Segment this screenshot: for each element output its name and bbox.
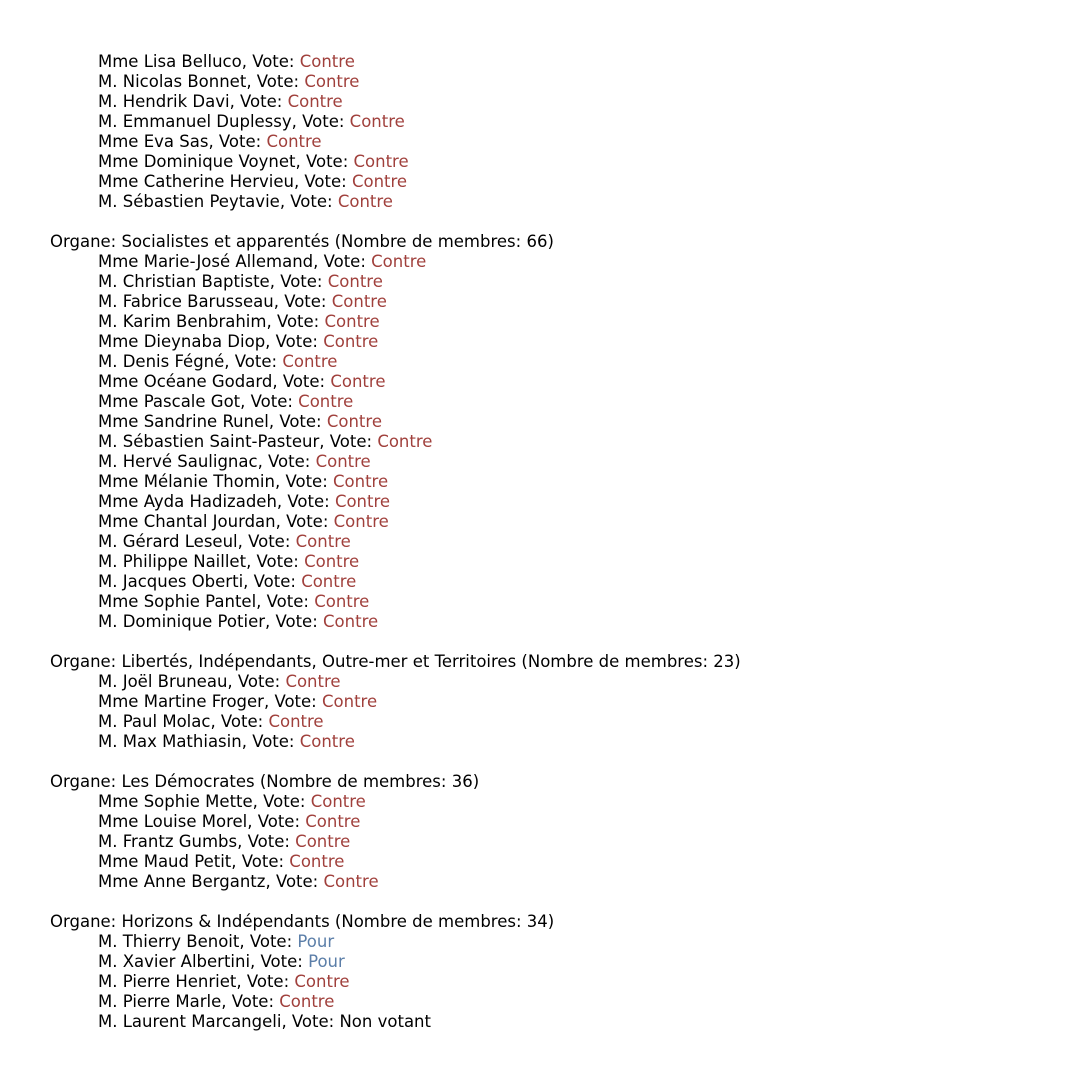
member-row: [50, 152, 1060, 172]
vote-value: Contre: [377, 432, 433, 451]
members-prefix: (Nombre de membres:: [329, 232, 527, 251]
vote-value: Contre: [304, 72, 360, 91]
member-name: M. Laurent Marcangeli: [98, 1012, 282, 1031]
member-name: M. Frantz Gumbs: [98, 832, 238, 851]
organe-prefix: Organe:: [50, 912, 122, 931]
member-row: [50, 52, 1060, 72]
member-row: [50, 612, 1060, 632]
member-row: [50, 992, 1060, 1012]
member-row: [50, 812, 1060, 832]
vote-label: , Vote:: [275, 512, 334, 531]
vote-value: Contre: [298, 392, 354, 411]
member-row: [50, 172, 1060, 192]
members-suffix: ): [547, 232, 554, 251]
vote-value: Contre: [295, 532, 351, 551]
member-name: M. Dominique Potier: [98, 612, 265, 631]
organe-header: [50, 232, 1060, 252]
member-name: M. Fabrice Barusseau: [98, 292, 274, 311]
group-spacer: [50, 892, 1060, 912]
member-count: 23: [713, 652, 735, 671]
member-name: M. Thierry Benoit: [98, 932, 240, 951]
member-name: M. Pierre Henriet: [98, 972, 237, 991]
member-row: [50, 672, 1060, 692]
member-row: [50, 252, 1060, 272]
vote-value: Contre: [282, 352, 338, 371]
member-row: [50, 432, 1060, 452]
vote-label: , Vote:: [221, 992, 280, 1011]
vote-label: , Vote:: [224, 352, 283, 371]
vote-label: , Vote:: [239, 932, 298, 951]
vote-label: , Vote:: [266, 312, 325, 331]
member-row: [50, 72, 1060, 92]
organe-name: Horizons & Indépendants: [121, 912, 330, 931]
member-name: M. Nicolas Bonnet: [98, 72, 247, 91]
organe-prefix: Organe:: [50, 772, 122, 791]
vote-label: , Vote:: [256, 592, 315, 611]
member-row: [50, 292, 1060, 312]
vote-value: Contre: [337, 192, 393, 211]
member-name: Mme Lisa Belluco: [98, 52, 242, 71]
member-name: Mme Pascale Got: [98, 392, 241, 411]
member-name: M. Hendrik Davi: [98, 92, 230, 111]
organe-name: Les Démocrates: [121, 772, 255, 791]
members-prefix: (Nombre de membres:: [329, 912, 527, 931]
vote-value: Contre: [323, 872, 379, 891]
member-row: [50, 972, 1060, 992]
member-name: Mme Sophie Pantel: [98, 592, 257, 611]
vote-label: , Vote:: [263, 692, 322, 711]
vote-label: , Vote:: [269, 272, 328, 291]
member-row: [50, 412, 1060, 432]
member-name: Mme Ayda Hadizadeh: [98, 492, 277, 511]
group-spacer: [50, 212, 1060, 232]
vote-label: , Vote:: [241, 52, 300, 71]
member-row: [50, 352, 1060, 372]
vote-document: [50, 52, 1060, 1032]
vote-label: , Vote:: [295, 152, 354, 171]
vote-label: , Vote:: [313, 252, 372, 271]
vote-value: Contre: [333, 472, 389, 491]
organe-name: Socialistes et apparentés: [121, 232, 330, 251]
member-row: [50, 1012, 1060, 1032]
group-spacer: [50, 752, 1060, 772]
vote-label: , Vote:: [210, 712, 269, 731]
vote-value: Contre: [315, 452, 371, 471]
organe-group: [50, 772, 1060, 892]
member-name: M. Emmanuel Duplessy: [98, 112, 292, 131]
organe-prefix: Organe:: [50, 232, 122, 251]
vote-value: Contre: [305, 812, 361, 831]
vote-label: , Vote:: [241, 732, 300, 751]
member-row: [50, 512, 1060, 532]
vote-label: , Vote:: [279, 192, 338, 211]
members-suffix: ): [472, 772, 480, 791]
vote-label: , Vote:: [240, 392, 299, 411]
member-row: [50, 872, 1060, 892]
vote-value: Contre: [333, 512, 389, 531]
group-spacer: [50, 632, 1060, 652]
vote-label: , Vote:: [293, 172, 352, 191]
member-row: [50, 192, 1060, 212]
vote-label: , Vote:: [257, 452, 316, 471]
organe-prefix: Organe:: [50, 652, 122, 671]
member-name: Mme Sophie Mette: [98, 792, 253, 811]
member-row: [50, 572, 1060, 592]
member-name: M. Sébastien Peytavie: [98, 192, 280, 211]
organe-header: [50, 912, 1060, 932]
member-name: Mme Martine Froger: [98, 692, 264, 711]
member-name: M. Jacques Oberti: [98, 572, 244, 591]
vote-value: Contre: [310, 792, 366, 811]
member-count: 36: [451, 772, 473, 791]
vote-value: Contre: [330, 372, 386, 391]
member-row: [50, 332, 1060, 352]
member-name: M. Gérard Leseul: [98, 532, 238, 551]
member-name: M. Paul Molac: [98, 712, 211, 731]
members-prefix: (Nombre de membres:: [516, 652, 714, 671]
vote-value: Contre: [295, 832, 351, 851]
vote-value: Contre: [268, 712, 324, 731]
vote-value: Contre: [324, 312, 380, 331]
member-row: [50, 472, 1060, 492]
member-row: [50, 592, 1060, 612]
vote-label: , Vote:: [237, 532, 296, 551]
member-row: [50, 312, 1060, 332]
vote-value: Contre: [326, 412, 382, 431]
member-count: 66: [526, 232, 548, 251]
member-count: 34: [526, 912, 548, 931]
vote-label: , Vote:: [247, 812, 306, 831]
organe-header: [50, 652, 1060, 672]
member-name: Mme Anne Bergantz: [98, 872, 266, 891]
vote-value: Contre: [314, 592, 370, 611]
vote-value: Contre: [351, 172, 408, 191]
member-name: Mme Dominique Voynet: [98, 152, 296, 171]
vote-value: Contre: [299, 732, 355, 751]
organe-name: Libertés, Indépendants, Outre-mer et Territoires: [121, 652, 517, 671]
member-name: Mme Catherine Hervieu: [98, 172, 294, 191]
member-row: [50, 492, 1060, 512]
vote-label: , Vote:: [281, 1012, 340, 1031]
vote-value: Contre: [371, 252, 427, 271]
vote-label: , Vote:: [276, 492, 335, 511]
vote-value: Contre: [299, 52, 355, 71]
vote-label: , Vote:: [265, 332, 324, 351]
vote-value: Contre: [304, 552, 360, 571]
members-suffix: ): [734, 652, 741, 671]
member-name: Mme Maud Petit: [98, 852, 232, 871]
member-row: [50, 452, 1060, 472]
vote-value: Non votant: [339, 1012, 431, 1031]
member-name: M. Joël Bruneau: [98, 672, 228, 691]
member-row: [50, 792, 1060, 812]
vote-value: Contre: [301, 572, 357, 591]
vote-label: , Vote:: [237, 832, 296, 851]
vote-label: , Vote:: [246, 552, 305, 571]
member-name: Mme Eva Sas: [98, 132, 209, 151]
member-name: Mme Océane Godard: [98, 372, 273, 391]
member-row: [50, 132, 1060, 152]
vote-label: , Vote:: [265, 612, 324, 631]
vote-value: Contre: [294, 972, 350, 991]
vote-value: Contre: [323, 332, 379, 351]
vote-label: , Vote:: [243, 572, 302, 591]
vote-value: Pour: [297, 932, 335, 951]
vote-label: , Vote:: [265, 872, 324, 891]
vote-label: , Vote:: [274, 472, 334, 491]
member-name: M. Max Mathiasin: [98, 732, 242, 751]
member-name: M. Pierre Marle: [98, 992, 222, 1011]
vote-value: Contre: [331, 292, 387, 311]
member-name: M. Philippe Naillet: [98, 552, 247, 571]
member-name: Mme Mélanie Thomin: [98, 472, 275, 491]
organe-group: [50, 232, 1060, 632]
vote-value: Contre: [285, 672, 341, 691]
vote-value: Contre: [323, 612, 379, 631]
member-row: [50, 112, 1060, 132]
organe-group: [50, 52, 1060, 212]
member-row: [50, 732, 1060, 752]
vote-value: Contre: [279, 992, 335, 1011]
vote-label: , Vote:: [273, 292, 332, 311]
vote-value: Contre: [353, 152, 409, 171]
member-row: [50, 692, 1060, 712]
member-name: Mme Dieynaba Diop: [98, 332, 266, 351]
member-name: M. Christian Baptiste: [98, 272, 270, 291]
vote-label: , Vote:: [319, 432, 378, 451]
vote-value: Contre: [289, 852, 345, 871]
vote-label: , Vote:: [227, 672, 286, 691]
member-row: [50, 852, 1060, 872]
organe-group: [50, 652, 1060, 752]
member-row: [50, 952, 1060, 972]
members-prefix: (Nombre de membres:: [254, 772, 452, 791]
member-row: [50, 832, 1060, 852]
member-name: M. Karim Benbrahim: [98, 312, 267, 331]
member-name: Mme Sandrine Runel: [98, 412, 269, 431]
member-name: M. Xavier Albertini: [98, 952, 251, 971]
member-row: [50, 392, 1060, 412]
vote-value: Contre: [322, 692, 378, 711]
member-name: M. Denis Fégné: [98, 352, 225, 371]
vote-value: Contre: [349, 112, 405, 131]
vote-label: , Vote:: [231, 852, 290, 871]
vote-label: , Vote:: [246, 72, 305, 91]
member-row: [50, 712, 1060, 732]
member-row: [50, 532, 1060, 552]
member-name: Mme Chantal Jourdan: [98, 512, 276, 531]
vote-label: , Vote:: [272, 372, 331, 391]
organe-group: [50, 912, 1060, 1032]
vote-value: Contre: [287, 92, 343, 111]
members-suffix: ): [547, 912, 555, 931]
vote-value: Contre: [327, 272, 383, 291]
member-name: Mme Louise Morel: [98, 812, 248, 831]
member-name: M. Sébastien Saint-Pasteur: [98, 432, 320, 451]
vote-label: , Vote:: [208, 132, 267, 151]
member-row: [50, 272, 1060, 292]
vote-value: Pour: [308, 952, 345, 971]
vote-label: , Vote:: [252, 792, 311, 811]
vote-value: Contre: [266, 132, 322, 151]
member-name: Mme Marie-José Allemand: [98, 252, 314, 271]
member-name: M. Hervé Saulignac: [98, 452, 258, 471]
vote-label: , Vote:: [250, 952, 309, 971]
organe-header: [50, 772, 1060, 792]
vote-label: , Vote:: [236, 972, 295, 991]
vote-label: , Vote:: [229, 92, 288, 111]
vote-label: , Vote:: [291, 112, 350, 131]
member-row: [50, 372, 1060, 392]
member-row: [50, 92, 1060, 112]
vote-value: Contre: [334, 492, 391, 511]
member-row: [50, 932, 1060, 952]
vote-label: , Vote:: [268, 412, 327, 431]
member-row: [50, 552, 1060, 572]
